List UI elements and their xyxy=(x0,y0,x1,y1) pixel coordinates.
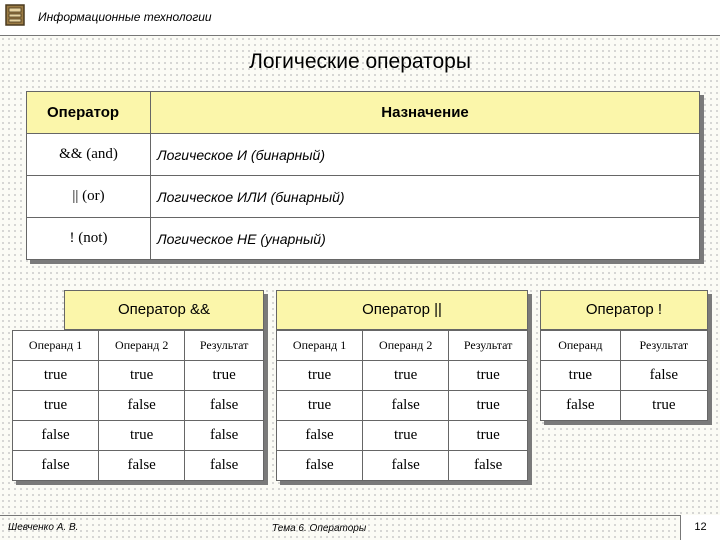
purpose-cell: Логическое И (бинарный) xyxy=(151,134,700,176)
table-header-row xyxy=(13,331,264,361)
column-header: Результат xyxy=(449,331,528,361)
table-header-row xyxy=(541,331,708,361)
table-cell: true xyxy=(449,421,528,451)
column-header: Операнд 2 xyxy=(99,331,185,361)
column-header: Операнд 1 xyxy=(277,331,363,361)
table-cell: true xyxy=(99,421,185,451)
operator-cell: && (and) xyxy=(27,134,151,176)
table-cell: true xyxy=(99,361,185,391)
footer-author: Шевченко А. В. xyxy=(8,522,79,533)
table-cell: false xyxy=(363,391,449,421)
table-cell: false xyxy=(277,451,363,481)
table-cell: false xyxy=(449,451,528,481)
column-header: Операнд 2 xyxy=(363,331,449,361)
purpose-cell: Логическое НЕ (унарный) xyxy=(151,218,700,260)
or-table-caption: Оператор || xyxy=(276,290,528,330)
table-cell: false xyxy=(13,421,99,451)
table-cell: true xyxy=(13,361,99,391)
table-cell: true xyxy=(277,361,363,391)
not-truth-table xyxy=(540,330,708,421)
column-header: Результат xyxy=(620,331,707,361)
table-cell: false xyxy=(541,391,621,421)
page-number: 12 xyxy=(680,515,720,540)
and-table-caption: Оператор && xyxy=(64,290,264,330)
header-title: Информационные технологии xyxy=(38,10,212,24)
table-row xyxy=(277,421,528,451)
table-cell: true xyxy=(449,361,528,391)
table-row xyxy=(277,391,528,421)
table-cell: false xyxy=(620,361,707,391)
table-cell: true xyxy=(541,361,621,391)
table-cell: false xyxy=(277,421,363,451)
table-cell: false xyxy=(363,451,449,481)
footer-topic: Тема 6. Операторы xyxy=(272,523,367,534)
table-row xyxy=(27,218,700,260)
table-row xyxy=(13,361,264,391)
operator-cell: ! (not) xyxy=(27,218,151,260)
column-header: Операнд 1 xyxy=(13,331,99,361)
operators-table xyxy=(26,91,700,260)
table-cell: true xyxy=(277,391,363,421)
not-table-caption: Оператор ! xyxy=(540,290,708,330)
header-operator: Оператор xyxy=(27,92,151,134)
footer-divider xyxy=(0,515,720,516)
table-row xyxy=(541,361,708,391)
table-header-row xyxy=(277,331,528,361)
table-cell: true xyxy=(185,361,264,391)
header-purpose: Назначение xyxy=(151,92,700,134)
table-row xyxy=(541,391,708,421)
table-cell: true xyxy=(620,391,707,421)
column-header: Операнд xyxy=(541,331,621,361)
slide-title: Логические операторы xyxy=(249,50,471,73)
table-row xyxy=(13,391,264,421)
table-cell: false xyxy=(185,451,264,481)
column-header: Результат xyxy=(185,331,264,361)
operator-cell: || (or) xyxy=(27,176,151,218)
table-row xyxy=(13,451,264,481)
table-cell: false xyxy=(185,421,264,451)
table-cell: true xyxy=(363,361,449,391)
table-cell: true xyxy=(13,391,99,421)
table-header-row xyxy=(27,92,700,134)
or-truth-table xyxy=(276,330,528,481)
table-cell: false xyxy=(99,451,185,481)
table-cell: true xyxy=(449,391,528,421)
table-row xyxy=(27,134,700,176)
table-row xyxy=(277,451,528,481)
table-cell: false xyxy=(13,451,99,481)
computer-tower-icon xyxy=(5,4,25,26)
purpose-cell: Логическое ИЛИ (бинарный) xyxy=(151,176,700,218)
table-row xyxy=(277,361,528,391)
table-cell: false xyxy=(99,391,185,421)
table-cell: true xyxy=(363,421,449,451)
table-cell: false xyxy=(185,391,264,421)
and-truth-table xyxy=(12,330,264,481)
table-row xyxy=(13,421,264,451)
table-row xyxy=(27,176,700,218)
